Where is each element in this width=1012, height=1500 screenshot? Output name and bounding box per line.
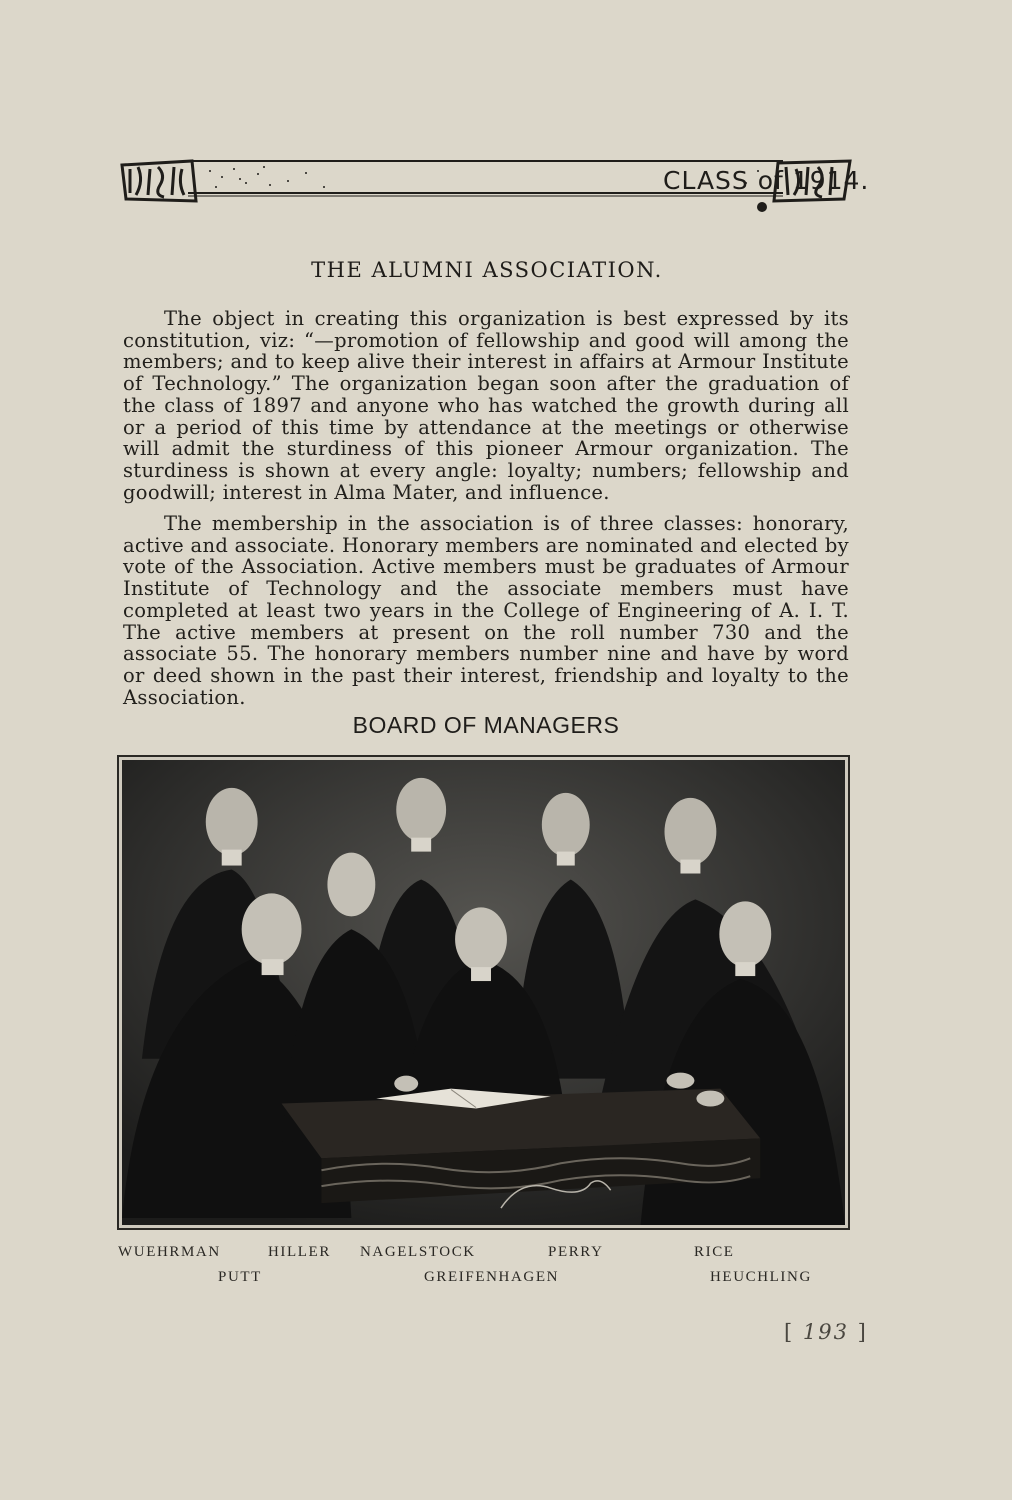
banner-label: CLASS of 1914. <box>663 166 870 195</box>
board-title: BOARD OF MANAGERS <box>352 712 620 738</box>
class-banner <box>118 155 870 215</box>
group-photo-frame <box>117 755 850 1230</box>
caption-name: PUTT <box>218 1269 262 1285</box>
article-title: THE ALUMNI ASSOCIATION. <box>311 258 663 282</box>
caption-name: HILLER <box>268 1244 331 1260</box>
caption-name: WUEHRMAN <box>118 1244 221 1260</box>
caption-name: GREIFENHAGEN <box>424 1269 560 1285</box>
paragraph-1: The object in creating this organization is best expressed by its constitution, viz: “—promotion of fellowship and good will among the members; and to keep alive their interest in affairs at Armour Institute of Technology.” The organization began soon after the graduation of the class of 1897 and anyone who has watched the growth during all or a period of this time by attendance at the meetings or otherwise will admit the sturdiness of this pioneer Armour organization. The sturdiness is shown at every angle: loyalty; numbers; fellowship and goodwill; interest in Alma Mater, and influence. <box>123 307 849 504</box>
group-photo <box>122 760 845 1225</box>
page-number: [ 193 ] <box>784 1320 868 1344</box>
caption-name: NAGELSTOCK <box>360 1244 476 1260</box>
caption-name: RICE <box>694 1244 735 1260</box>
caption-name: PERRY <box>548 1244 604 1260</box>
paragraph-2: The membership in the association is of three classes: honorary, active and associate. Honorary members are nominated and elected by vote of the Association. Active members must be graduates of Armour Institute of Technology and the associate members must have completed at least two years in the College of Engineering of A. I. T. The active members at present on the roll number 730 and the associate 55. The honorary members number nine and have by word or deed shown in the past their interest, friendship and loyalty to the Association. <box>123 512 849 709</box>
caption-name: HEUCHLING <box>710 1269 812 1285</box>
page-number-value: 193 <box>802 1320 849 1344</box>
